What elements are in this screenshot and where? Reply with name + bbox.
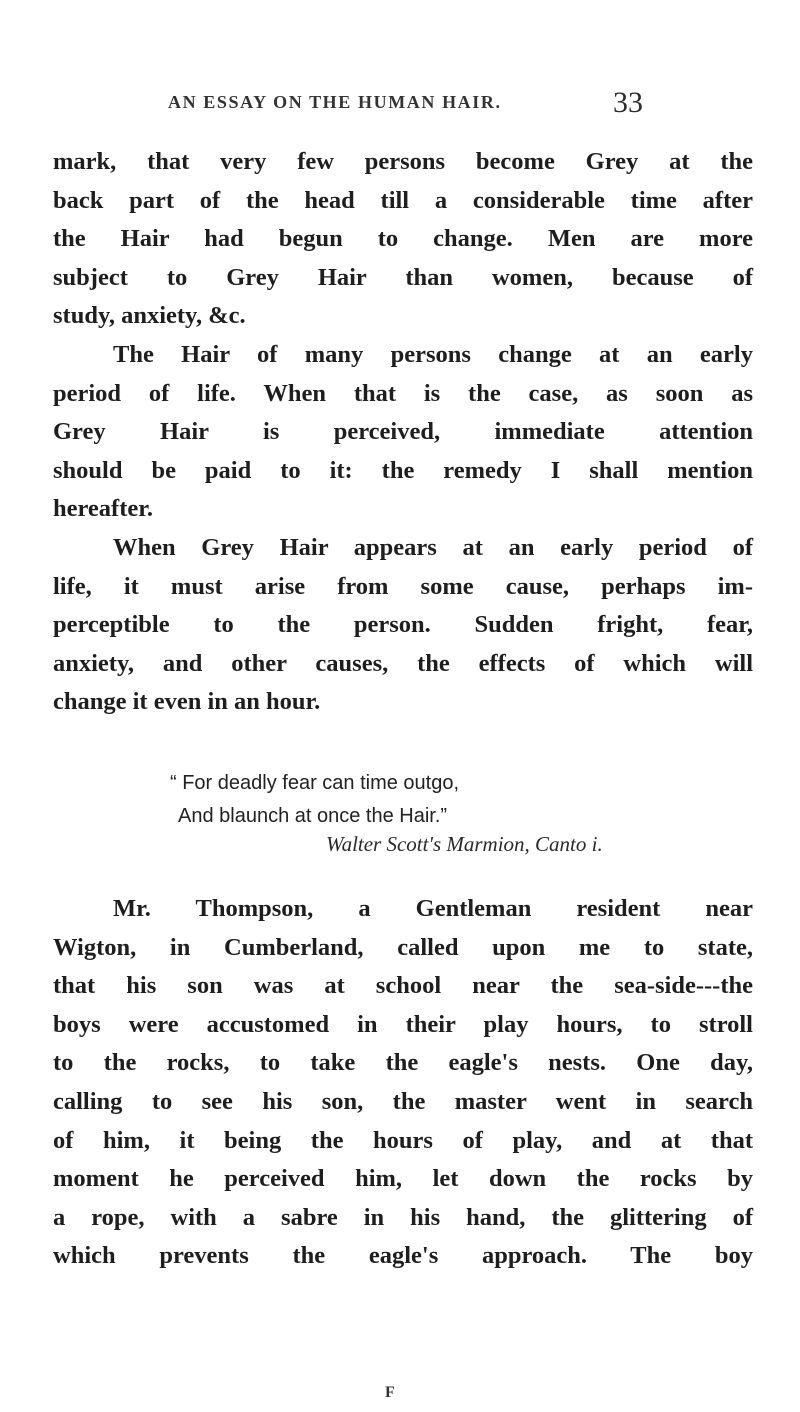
verse-quote	[170, 767, 730, 833]
quote-line: And blaunch at once the Hair.”	[178, 805, 448, 827]
text-line: Grey Hair is perceived, immediate attention	[53, 418, 753, 446]
text-line: mark, that very few persons become Grey at the	[53, 148, 753, 175]
text-line: a rope, with a sabre in his hand, the glittering of	[53, 1203, 753, 1231]
running-head: AN ESSAY ON THE HUMAN HAIR.	[168, 92, 502, 112]
text-line: anxiety, and other causes, the effects of which will	[53, 649, 753, 677]
text-line: change it even in an hour.	[53, 688, 321, 716]
text-line: subject to Grey Hair than women, because of	[53, 263, 753, 291]
page-header	[0, 88, 800, 128]
text-line: the Hair had begun to change. Men are more	[53, 225, 753, 253]
text-line: The Hair of many persons change at an early	[113, 340, 753, 368]
text-line: perceptible to the person. Sudden fright, fear,	[53, 611, 753, 639]
signature-mark: F	[385, 1384, 395, 1401]
page-number: 33	[613, 86, 643, 119]
text-line: to the rocks, to take the eagle's nests. One day,	[53, 1049, 753, 1077]
quote-attribution: Walter Scott's Marmion, Canto i.	[326, 832, 603, 856]
text-line: calling to see his son, the master went in search	[53, 1087, 753, 1115]
text-line: hereafter.	[53, 495, 153, 523]
text-line: period of life. When that is the case, as soon as	[53, 379, 753, 407]
quote-line: “ For deadly fear can time outgo,	[170, 772, 460, 794]
text-line: life, it must arise from some cause, perhaps im-	[53, 572, 753, 600]
text-line: moment he perceived him, let down the rocks by	[53, 1165, 753, 1193]
text-line: that his son was at school near the sea-side---the	[53, 972, 753, 1000]
text-line: When Grey Hair appears at an early period of	[113, 533, 753, 561]
text-line: which prevents the eagle's approach. The boy	[53, 1242, 753, 1270]
text-line: study, anxiety, &c.	[53, 302, 246, 330]
text-line: of him, it being the hours of play, and at that	[53, 1126, 753, 1154]
text-line: back part of the head till a considerable time after	[53, 186, 753, 214]
text-line: boys were accustomed in their play hours, to stroll	[53, 1010, 753, 1038]
text-line: Mr. Thompson, a Gentleman resident near	[113, 895, 753, 922]
body-text-upper	[53, 143, 753, 722]
body-text-lower	[53, 890, 753, 1276]
text-line: Wigton, in Cumberland, called upon me to state,	[53, 933, 753, 961]
text-line: should be paid to it: the remedy I shall mention	[53, 456, 753, 484]
